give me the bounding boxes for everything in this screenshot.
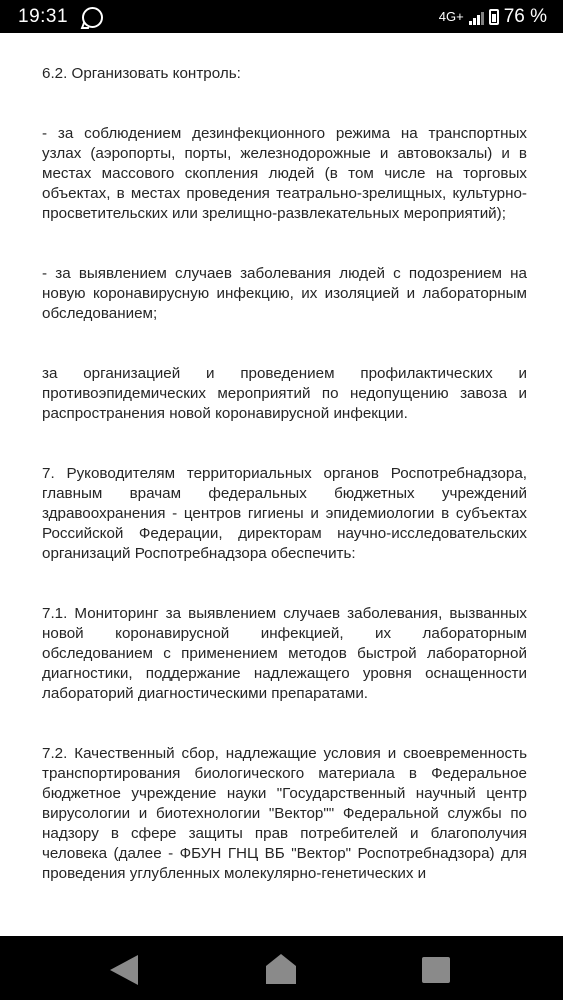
paragraph-prevention: за организацией и проведением профилактических и противоэпидемических мероприятий по недопущению завоза и распространения новой коронавирусной инфекции. — [42, 365, 527, 422]
network-type: 4G+ — [438, 8, 464, 24]
paragraph-7: 7. Руководителям территориальных органов Роспотребнадзора, главным врачам федеральных бюджетных учреждений здравоохранения - центров гигиены и эпидемиологии в субъектах Российской Федерации, директорам научно-исследовательских организаций Роспотребнадзора обеспечить: — [42, 465, 527, 562]
paragraph-6-2: 6.2. Организовать контроль: — [42, 65, 241, 82]
battery-percent: 76 % — [503, 6, 547, 27]
document-body — [42, 44, 527, 884]
recent-apps-icon[interactable] — [422, 957, 450, 983]
signal-icon — [469, 10, 484, 25]
home-icon[interactable] — [266, 954, 296, 984]
status-bar — [0, 0, 563, 33]
status-time: 19:31 — [18, 6, 69, 27]
back-icon[interactable] — [110, 955, 138, 985]
paragraph-disinfection: - за соблюдением дезинфекционного режима на транспортных узлах (аэропорты, порты, железнодорожные и автовокзалы) и в местах массового скопления людей (в том числе на торговых объектах, в местах проведения театрально-зрелищных, культурно-просветительских или зрелищно-развлекательных мероприятий); — [42, 125, 527, 222]
paragraph-7-2: 7.2. Качественный сбор, надлежащие условия и своевременность транспортирования биологического материала в Федеральное бюджетное учреждение науки "Государственный научный центр вирусологии и биотехнологии "Вектор"" Федеральной службы по надзору в сфере защиты прав потребителей и благополучия человека (далее - ФБУН ГНЦ ВБ "Вектор" Роспотребнадзора) для проведения углубленных молекулярно-генетических и — [42, 745, 527, 882]
status-indicators — [439, 6, 547, 28]
paragraph-7-1: 7.1. Мониторинг за выявлением случаев заболевания, вызванных новой коронавирусной инфекцией, их лабораторным обследованием с применением методов быстрой лабораторной диагностики, поддержание надлежащего уровня оснащенности лабораторий диагностическими препаратами. — [42, 605, 527, 702]
battery-icon — [489, 9, 499, 25]
navigation-bar — [0, 936, 563, 1000]
whatsapp-icon — [82, 7, 103, 28]
paragraph-detection: - за выявлением случаев заболевания людей с подозрением на новую коронавирусную инфекцию, их изоляцией и лабораторным обследованием; — [42, 265, 527, 322]
